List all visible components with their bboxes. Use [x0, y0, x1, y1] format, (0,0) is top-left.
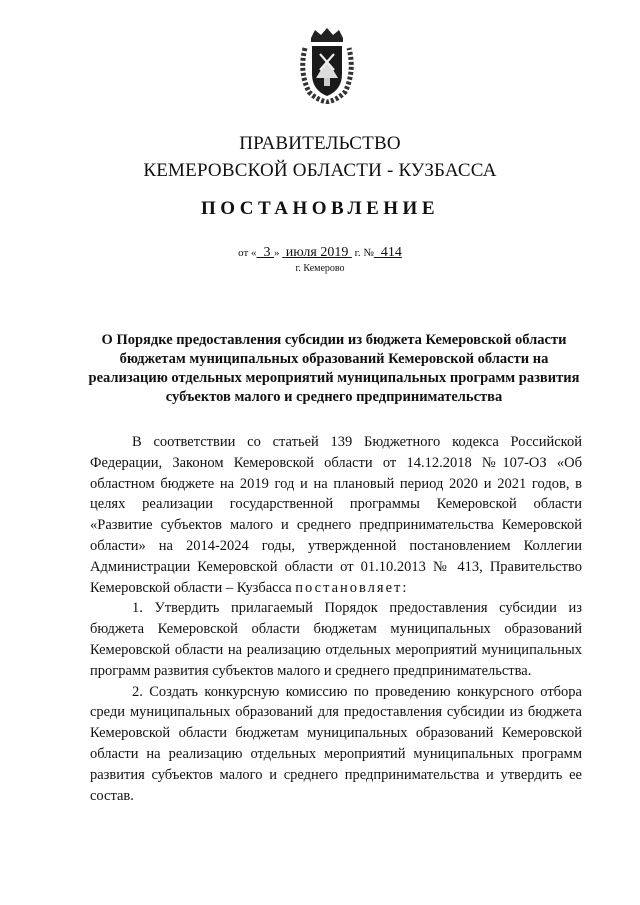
- city-name: г. Кемерово: [295, 263, 345, 274]
- decree-date-line: [0, 245, 640, 261]
- date-mid: »: [274, 247, 280, 259]
- document-type-heading: ПОСТАНОВЛЕНИЕ: [200, 198, 440, 219]
- coat-of-arms-emblem: [297, 26, 357, 104]
- document-title: О Порядке предоставления субсидии из бюджета Кемеровской области бюджетам муниципальных образований Кемеровской области на реализацию отдельных мероприятий муниципальных программ развития субъектов малого и среднего предпринимательства: [88, 332, 580, 405]
- date-day: 3: [263, 245, 271, 260]
- decree-number: 414: [380, 245, 402, 260]
- document-body: [90, 432, 582, 806]
- date-prefix: от «: [238, 247, 257, 259]
- date-year-suffix: г.: [354, 247, 361, 259]
- number-label: №: [363, 247, 374, 259]
- resolves-word: постановляет:: [295, 579, 409, 596]
- government-name-line-2: КЕМЕРОВСКОЙ ОБЛАСТИ - КУЗБАССА: [143, 160, 497, 181]
- government-name-line-1: ПРАВИТЕЛЬСТВО: [239, 133, 401, 154]
- date-month-year: июля 2019: [285, 245, 349, 260]
- paragraph-item-1: 1. Утвердить прилагаемый Порядок предоставления субсидии из бюджета Кемеровской области бюджетам муниципальных образований Кемеровской области на реализацию отдельных мероприятий муниципальных программ развития субъектов малого и среднего предпринимательства.: [90, 600, 582, 679]
- paragraph-preamble: В соответствии со статьей 139 Бюджетного кодекса Российской Федерации, Законом Кемеровской области от 14.12.2018 №107-ОЗ «Об областном бюджете на 2019 год и на плановый период 2020 и 2021 годов, в целях реализации государственной программы Кемеровской области «Развитие субъектов малого и среднего предпринимательства Кемеровской области» на 2014-2024 годы, утвержденной постановлением Коллегии Администрации Кемеровской области от 01.10.2013 № 413, Правительство Кемеровской области – Кузбасса постановляет:: [90, 434, 582, 596]
- paragraph-item-2: 2. Создать конкурсную комиссию по проведению конкурсного отбора среди муниципальных образований для предоставления субсидии из бюджета Кемеровской области бюджетам муниципальных образований Кемеровской области на реализацию отдельных мероприятий муниципальных программ развития субъектов малого и среднего предпринимательства и утвердить ее состав.: [90, 683, 582, 804]
